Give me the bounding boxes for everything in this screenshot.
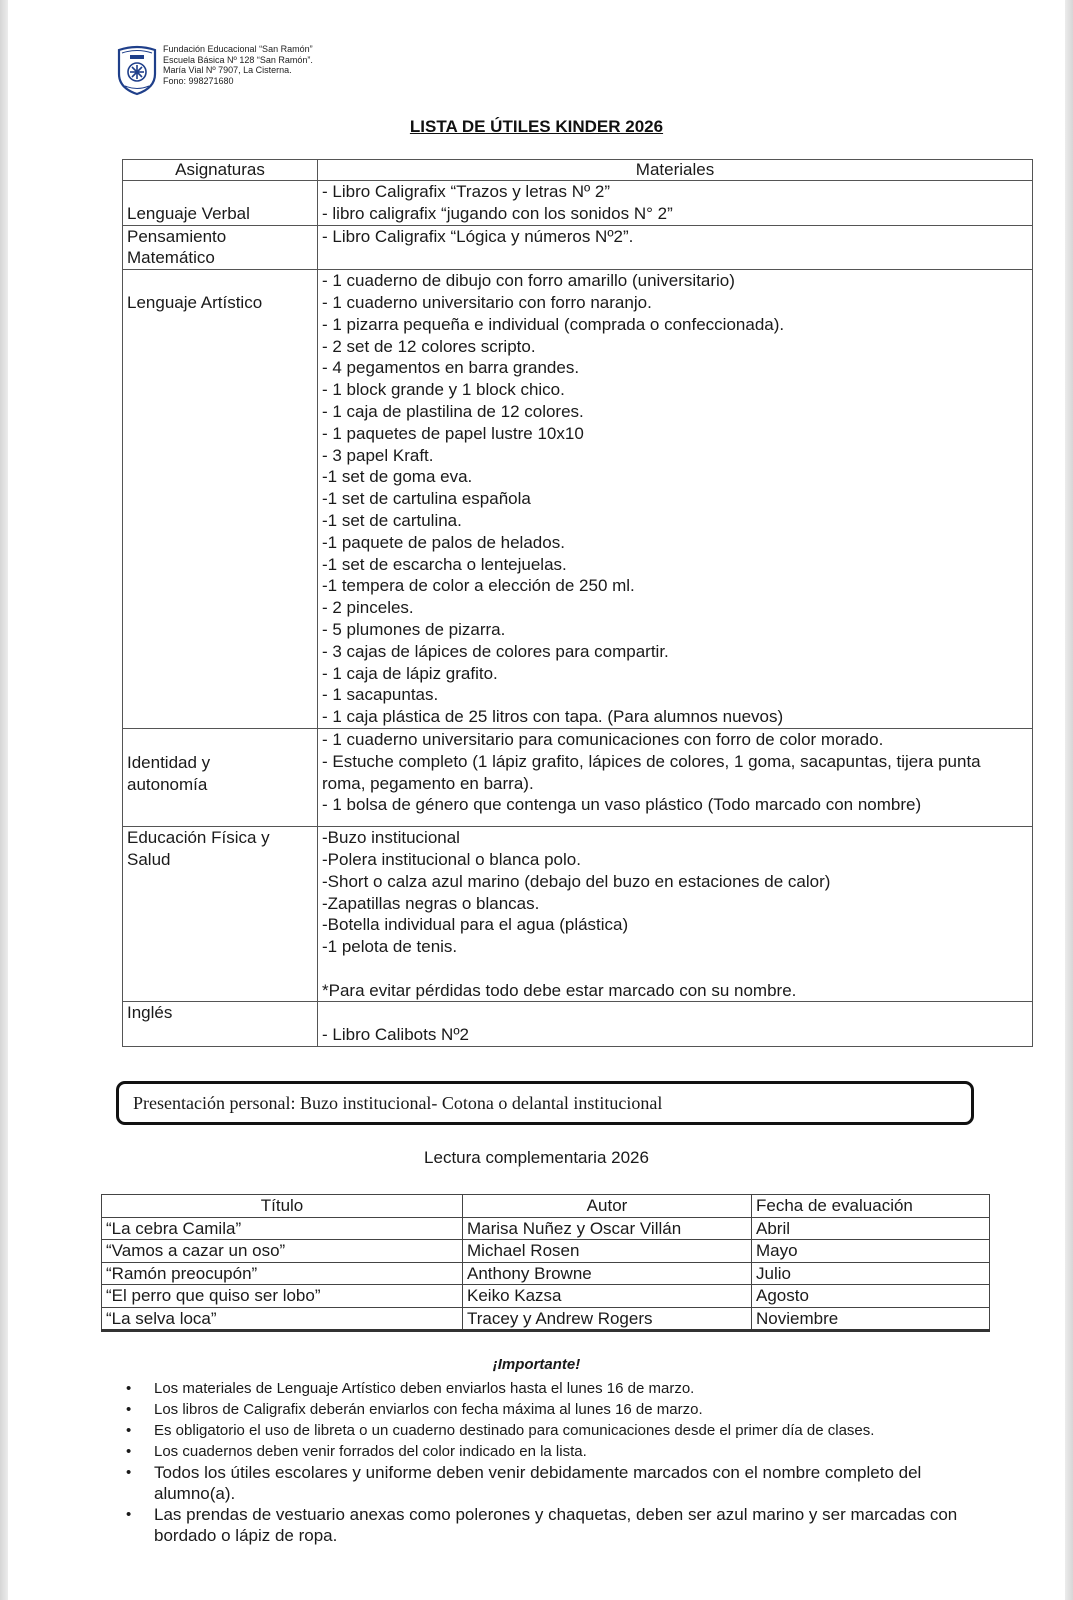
reading-table: [101, 1194, 990, 1332]
material-item: - 1 cuaderno universitario para comunicaciones con forro de color morado.: [322, 729, 884, 749]
material-item: - 1 sacapuntas.: [322, 685, 439, 705]
school-name: Escuela Básica Nº 128 “San Ramón”.: [163, 54, 313, 65]
table-row: [123, 225, 1033, 270]
materials-cell: [318, 181, 1033, 226]
reading-header-row: [102, 1195, 990, 1218]
note-text: Los libros de Caligrafix deberán enviarlos con fecha máxima al lunes 16 de marzo.: [154, 1401, 703, 1418]
evaluation-date-cell: Abril: [752, 1217, 990, 1240]
subject-cell: [123, 728, 318, 826]
header-evaluation-date: Fecha de evaluación: [752, 1195, 990, 1218]
list-item: [126, 1378, 1006, 1399]
bullet-icon: •: [126, 1380, 132, 1397]
material-item: - 1 caja de lápiz grafito.: [322, 663, 498, 683]
header-title: Título: [102, 1195, 463, 1218]
material-item: -1 pelota de tenis.: [322, 937, 458, 957]
material-item: - 2 pinceles.: [322, 598, 414, 618]
subject-cell: Pensamiento Matemático: [123, 225, 318, 270]
author-cell: Marisa Nuñez y Oscar Villán: [463, 1217, 752, 1240]
material-item: - 2 set de 12 colores scripto.: [322, 336, 536, 356]
subject-label: Educación Física y Salud: [127, 828, 270, 869]
school-header: [116, 44, 313, 96]
evaluation-date-cell: Julio: [752, 1262, 990, 1285]
header-materials: Materiales: [318, 160, 1033, 181]
author-cell: Tracey y Andrew Rogers: [463, 1307, 752, 1331]
material-item: - Estuche completo (1 lápiz grafito, lápices de colores, 1 goma, sacapuntas, tijera punta roma, pegamento en barra).: [322, 751, 981, 793]
book-title-cell: “Ramón preocupón”: [102, 1262, 463, 1285]
materials-cell: [318, 225, 1033, 270]
important-notes-list: [126, 1378, 1006, 1546]
material-item: - 1 caja plástica de 25 litros con tapa. (Para alumnos nuevos): [322, 707, 784, 727]
school-foundation: Fundación Educacional “San Ramón”: [163, 44, 313, 54]
important-title: ¡Importante!: [492, 1356, 581, 1373]
subject-label: Identidad y autonomía: [127, 752, 211, 794]
material-item: *Para evitar pérdidas todo debe estar marcado con su nombre.: [322, 980, 797, 1000]
bullet-icon: •: [126, 1506, 132, 1523]
list-item: [126, 1462, 1006, 1504]
bullet-icon: •: [126, 1464, 132, 1481]
subject-cell: Lenguaje Verbal: [123, 181, 318, 226]
material-item: - 1 bolsa de género que contenga un vaso plástico (Todo marcado con nombre): [322, 795, 922, 815]
material-item: - Libro Caligrafix “Lógica y números Nº2”.: [322, 226, 634, 246]
material-item: - 1 pizarra pequeña e individual (comprada o confeccionada).: [322, 314, 785, 334]
note-text: Los materiales de Lenguaje Artístico deben enviarlos hasta el lunes 16 de marzo.: [154, 1380, 695, 1397]
reading-section-title: Lectura complementaria 2026: [424, 1148, 649, 1167]
materials-cell: [318, 827, 1033, 1002]
note-text: Todos los útiles escolares y uniforme deben venir debidamente marcados con el nombre completo del alumno(a).: [154, 1463, 922, 1503]
materials-cell: [318, 1002, 1033, 1047]
header-subjects: Asignaturas: [123, 160, 318, 181]
author-cell: Anthony Browne: [463, 1262, 752, 1285]
author-cell: Keiko Kazsa: [463, 1285, 752, 1308]
page-title: LISTA DE ÚTILES KINDER 2026: [409, 117, 664, 136]
table-row: [123, 181, 1033, 226]
book-title-cell: “La selva loca”: [102, 1307, 463, 1331]
materials-table: [122, 159, 1033, 1047]
material-item: -1 set de goma eva.: [322, 467, 473, 487]
material-item: -1 paquete de palos de helados.: [322, 532, 565, 552]
header-author: Autor: [463, 1195, 752, 1218]
subject-label: Lenguaje Artístico: [127, 292, 263, 312]
table-row: [123, 1002, 1033, 1047]
material-item: - 1 cuaderno de dibujo con forro amarillo (universitario): [322, 271, 735, 291]
material-item: -Polera institucional o blanca polo.: [322, 849, 581, 869]
book-title-cell: “Vamos a cazar un oso”: [102, 1240, 463, 1263]
book-title-cell: “La cebra Camila”: [102, 1217, 463, 1240]
table-row: [123, 728, 1033, 826]
note-text: Los cuadernos deben venir forrados del color indicado en la lista.: [154, 1443, 587, 1460]
list-item: [126, 1504, 1006, 1546]
evaluation-date-cell: Mayo: [752, 1240, 990, 1263]
material-item: -Buzo institucional: [322, 828, 460, 848]
material-item: -1 tempera de color a elección de 250 ml.: [322, 576, 635, 596]
material-item: - Libro Caligrafix “Trazos y letras Nº 2”: [322, 182, 611, 201]
material-item: -1 set de cartulina española: [322, 489, 531, 509]
list-item: [126, 1441, 1006, 1462]
subject-cell: Inglés: [123, 1002, 318, 1047]
bullet-icon: •: [126, 1401, 132, 1418]
material-item: - 3 cajas de lápices de colores para compartir.: [322, 641, 669, 661]
school-phone: Fono: 998271680: [163, 75, 234, 86]
material-item: - 4 pegamentos en barra grandes.: [322, 358, 580, 378]
material-item: -1 set de cartulina.: [322, 510, 462, 530]
personal-presentation-box: Presentación personal: Buzo institucional- Cotona o delantal institucional: [116, 1081, 974, 1125]
material-item: - 1 paquetes de papel lustre 10x10: [322, 423, 584, 443]
material-item: [322, 958, 1028, 980]
evaluation-date-cell: Agosto: [752, 1285, 990, 1308]
table-row: [102, 1240, 990, 1263]
material-item: - 5 plumones de pizarra.: [322, 619, 506, 639]
school-info: [163, 44, 313, 86]
note-text: Las prendas de vestuario anexas como polerones y chaquetas, deben ser azul marino y ser marcadas con bordado o lápiz de ropa.: [154, 1505, 958, 1545]
material-item: - libro caligrafix “jugando con los sonidos N° 2”: [322, 203, 673, 223]
material-item: -Botella individual para el agua (plástica): [322, 915, 629, 935]
school-address: María Vial Nº 7907, La Cisterna.: [163, 65, 292, 75]
table-row: [102, 1307, 990, 1331]
book-title-cell: “El perro que quiso ser lobo”: [102, 1285, 463, 1308]
table-row: [102, 1262, 990, 1285]
material-item: -Short o calza azul marino (debajo del buzo en estaciones de calor): [322, 871, 831, 891]
evaluation-date-cell: Noviembre: [752, 1307, 990, 1331]
material-item: - 1 caja de plastilina de 12 colores.: [322, 401, 584, 421]
material-item: - Libro Calibots Nº2: [322, 1025, 469, 1045]
note-text: Es obligatorio el uso de libreta o un cuaderno destinado para comunicaciones desde el primer día de clases.: [154, 1422, 875, 1439]
material-item: - 3 papel Kraft.: [322, 445, 434, 465]
material-item: -Zapatillas negras o blancas.: [322, 893, 540, 913]
materials-cell: [318, 728, 1033, 826]
subject-cell: [123, 827, 318, 1002]
table-row: [123, 270, 1033, 729]
material-item: - 1 cuaderno universitario con forro naranjo.: [322, 292, 652, 312]
material-item: - 1 block grande y 1 block chico.: [322, 380, 565, 400]
material-item: -1 set de escarcha o lentejuelas.: [322, 554, 567, 574]
materials-cell: [318, 270, 1033, 729]
table-row: [102, 1217, 990, 1240]
list-item: [126, 1399, 1006, 1420]
bullet-icon: •: [126, 1443, 132, 1460]
table-row: [123, 827, 1033, 1002]
subject-cell: [123, 270, 318, 729]
author-cell: Michael Rosen: [463, 1240, 752, 1263]
list-item: [126, 1420, 1006, 1441]
school-crest-icon: [116, 44, 158, 96]
bullet-icon: •: [126, 1422, 132, 1439]
table-row: [102, 1285, 990, 1308]
materials-header-row: [123, 160, 1033, 181]
